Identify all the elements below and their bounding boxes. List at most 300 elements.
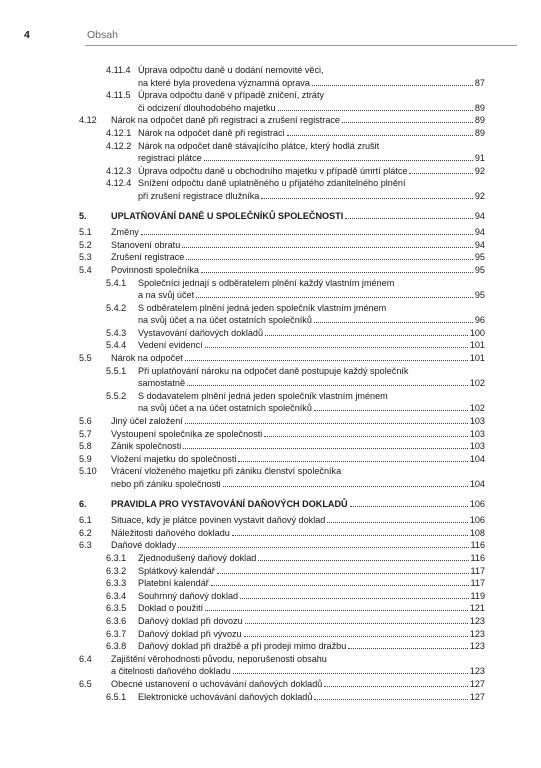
toc-page-number: 102 <box>469 403 485 414</box>
toc-line <box>79 498 485 511</box>
toc-page-number: 116 <box>470 540 485 551</box>
toc-entry-text <box>138 577 485 590</box>
dot-leader <box>205 347 468 348</box>
toc-page-number: 100 <box>469 327 485 338</box>
dot-leader <box>342 122 473 123</box>
toc-line <box>79 565 485 578</box>
toc-entry-number: 4.12.2 <box>106 140 132 151</box>
toc-entry-text <box>111 678 485 691</box>
toc-entry <box>79 352 485 365</box>
toc-entry-title: či odcizení dlouhodobého majetku <box>138 102 276 113</box>
toc-entry-title: Zrušení registrace <box>111 252 185 263</box>
dot-leader <box>238 461 467 462</box>
toc-entry-number: 4.11.4 <box>106 65 131 75</box>
toc-entry-number: 5.4 <box>79 264 92 275</box>
dot-leader <box>217 573 469 574</box>
dot-leader <box>185 360 468 361</box>
toc-line <box>79 165 485 178</box>
toc-entry-text <box>111 210 485 223</box>
toc-entry-title: Vložení majetku do společnosti <box>111 453 237 464</box>
toc-entry-text <box>111 415 485 428</box>
toc-entry-title: Souhrnný daňový doklad <box>138 590 239 601</box>
toc-entry-text <box>138 64 325 77</box>
toc-entry-text <box>138 691 485 704</box>
toc-entry-title: Situace, kdy je plátce povinen vystavit daňový doklad <box>111 515 326 526</box>
toc-entry-number: 5.3 <box>79 252 92 263</box>
toc-page-number: 94 <box>474 239 485 250</box>
toc-line <box>79 440 485 453</box>
toc-entry-number: 6.4 <box>79 653 92 664</box>
toc-entry <box>79 251 485 264</box>
toc-page-number: 103 <box>469 441 485 452</box>
dot-leader <box>261 198 473 199</box>
toc-line <box>79 527 485 540</box>
toc-page-number: 103 <box>469 428 485 439</box>
toc-entry <box>79 264 485 277</box>
toc-entry-text <box>138 127 485 140</box>
toc-page-number: 108 <box>469 527 485 538</box>
toc-line <box>79 615 485 628</box>
toc-entry-title: Zajištění věrohodnosti původu, neporušenosti obsahu <box>111 653 327 664</box>
page-number: 4 <box>24 29 30 41</box>
toc-line <box>79 102 485 115</box>
toc-page-number: 87 <box>474 77 485 88</box>
toc-entry <box>79 114 485 127</box>
toc-page-number: 95 <box>474 252 485 263</box>
toc-line <box>79 453 485 466</box>
toc-entry-number: 5.5 <box>79 353 92 364</box>
toc-line <box>79 390 485 403</box>
toc-page-number: 89 <box>474 127 485 138</box>
toc-entry-title: Jiný účel založení <box>111 416 183 427</box>
toc-entry-number: 6.3.5 <box>106 603 127 614</box>
toc-line <box>79 339 485 352</box>
toc-entry <box>79 691 485 704</box>
toc-page-number: 123 <box>469 641 485 652</box>
toc-page-number: 101 <box>469 353 485 364</box>
toc-entry-title: Daňový doklad při vývozu <box>138 628 242 639</box>
toc-entry-number: 5.7 <box>79 428 92 439</box>
toc-line <box>79 478 485 491</box>
toc-line <box>79 277 485 290</box>
toc-page-number: 94 <box>474 227 485 238</box>
toc-entry-number: 4.12.4 <box>106 178 132 189</box>
toc-entry <box>79 428 485 441</box>
toc-line <box>79 539 485 552</box>
toc-entry <box>79 177 485 202</box>
toc-entry-number: 5.4.1 <box>106 277 127 288</box>
toc-page-number: 123 <box>469 628 485 639</box>
toc-entry-number: 6.3.3 <box>106 578 127 589</box>
toc-entry-title: na které byla provedena významná oprava <box>138 77 310 88</box>
toc-entry-text <box>138 277 395 290</box>
toc-entry-text <box>138 602 485 615</box>
toc-entry-title: Úprava odpočtu daně v případě zničení, ztráty <box>138 90 325 101</box>
toc-line <box>79 114 485 127</box>
toc-entry-text <box>111 514 485 527</box>
toc-line <box>79 577 485 590</box>
dot-leader <box>324 686 467 687</box>
toc-entry <box>79 327 485 340</box>
toc-entry-number: 6.3.1 <box>106 552 127 563</box>
toc-line <box>79 289 485 302</box>
toc-entry-number: 4.12 <box>79 115 97 126</box>
toc-entry-text <box>138 377 485 390</box>
toc-page-number: 106 <box>469 515 485 526</box>
toc-entry-text <box>138 289 485 302</box>
toc-entry-text <box>138 89 325 102</box>
toc-entry-number: 6.3.7 <box>106 628 127 639</box>
dot-leader <box>350 506 468 507</box>
toc-entry-number: 6.5 <box>79 678 92 689</box>
toc-entry-title: Nárok na odpočet daně při registraci a zrušení registrace <box>111 115 340 126</box>
toc-entry <box>79 302 485 327</box>
toc-entry <box>79 514 485 527</box>
dot-leader <box>327 522 467 523</box>
toc-line <box>79 678 485 691</box>
toc-entry-text <box>111 527 485 540</box>
dot-leader <box>312 85 473 86</box>
toc-entry-text <box>138 177 406 190</box>
toc-entry-text <box>111 264 485 277</box>
toc-entry-number: 5.5.1 <box>106 365 127 376</box>
toc-entry <box>79 590 485 603</box>
toc-entry-text <box>138 140 380 153</box>
toc-line <box>79 590 485 603</box>
toc-entry-title: Elektronické uchovávání daňových dokladů <box>138 691 313 702</box>
toc-entry-text <box>138 102 485 115</box>
dot-leader <box>233 673 468 674</box>
dot-leader <box>314 322 473 323</box>
toc-entry-text <box>111 114 485 127</box>
toc-entry <box>79 453 485 466</box>
toc-entry <box>79 89 485 114</box>
toc-entry-number: 6.5.1 <box>106 691 127 702</box>
toc-entry <box>79 277 485 302</box>
toc-line <box>79 628 485 641</box>
toc-entry-text <box>138 390 389 403</box>
dot-leader <box>185 423 468 424</box>
toc-entry <box>79 64 485 89</box>
toc-line <box>79 239 485 252</box>
toc-entry-number: 5.2 <box>79 239 92 250</box>
dot-leader <box>240 598 468 599</box>
toc-page-number: 92 <box>474 165 485 176</box>
running-title: Obsah <box>87 29 118 41</box>
dot-leader <box>205 610 468 611</box>
toc-entry-number: 4.12.1 <box>106 127 132 138</box>
toc-entry <box>79 498 485 511</box>
toc-entry-text <box>111 498 485 511</box>
toc-entry-text <box>138 365 409 378</box>
toc-entry <box>79 465 485 490</box>
toc-entry-title: a čitelnosti daňového dokladu <box>111 666 231 677</box>
toc-entry-title: při zrušení registrace dlužníka <box>138 190 260 201</box>
table-of-contents <box>79 64 485 703</box>
toc-page-number: 91 <box>474 153 485 164</box>
toc-entry-text <box>138 314 485 327</box>
toc-entry-title: Úprava odpočtu daně u dodání nemovité věci, <box>138 65 324 75</box>
toc-entry-title: PRAVIDLA PRO VYSTAVOVÁNÍ DAŇOVÝCH DOKLADŮ <box>111 498 348 509</box>
toc-entry-text <box>111 352 485 365</box>
toc-line <box>79 177 485 190</box>
toc-entry-number: 4.11.5 <box>106 90 131 101</box>
toc-entry-text <box>111 653 328 666</box>
toc-entry-text <box>111 428 485 441</box>
toc-entry-title: Splátkový kalendář <box>138 565 215 576</box>
dot-leader <box>178 547 468 548</box>
toc-entry-title: UPLATŇOVÁNÍ DANĚ U SPOLEČNÍKŮ SPOLEČNOSTI <box>111 210 344 221</box>
toc-page-number: 116 <box>470 552 485 563</box>
dot-leader <box>232 535 468 536</box>
toc-entry-number: 5.5.2 <box>106 390 127 401</box>
dot-leader <box>245 623 468 624</box>
toc-entry-text <box>138 565 485 578</box>
toc-entry-title: Obecné ustanovení o uchovávání daňových dokladů <box>111 678 323 689</box>
toc-page-number: 95 <box>474 290 485 301</box>
toc-entry-title: Daňové doklady <box>111 540 177 551</box>
toc-entry-text <box>138 77 485 90</box>
toc-page-number: 89 <box>474 102 485 113</box>
toc-entry <box>79 602 485 615</box>
toc-entry-title: samostatně <box>138 378 186 389</box>
toc-line <box>79 365 485 378</box>
dot-leader <box>223 486 468 487</box>
toc-entry-text <box>138 640 485 653</box>
toc-page-number: 127 <box>469 691 485 702</box>
toc-line <box>79 691 485 704</box>
toc-entry-text <box>111 665 485 678</box>
toc-page-number: 117 <box>470 578 485 589</box>
toc-line <box>79 77 485 90</box>
toc-entry-title: Nárok na odpočet <box>111 353 183 364</box>
toc-page-number: 94 <box>474 210 485 221</box>
toc-entry-number: 6.2 <box>79 527 92 538</box>
toc-entry-title: na svůj účet a na účet ostatních společníků <box>138 315 312 326</box>
toc-entry-text <box>138 615 485 628</box>
toc-entry-title: Nárok na odpočet daně při registraci <box>138 127 285 138</box>
toc-entry-title: Úprava odpočtu daně u obchodního majetku v případě úmrtí plátce <box>138 165 408 176</box>
toc-entry-title: Nárok na odpočet daně stávajícího plátce, který hodlá zrušit <box>138 140 380 151</box>
dot-leader <box>278 110 473 111</box>
toc-entry-text <box>111 453 485 466</box>
toc-entry <box>79 226 485 239</box>
toc-entry-title: Platební kalendář <box>138 578 209 589</box>
toc-entry <box>79 628 485 641</box>
toc-entry-number: 5.9 <box>79 453 92 464</box>
page-header <box>24 29 517 44</box>
dot-leader <box>186 259 473 260</box>
dot-leader <box>182 247 473 248</box>
toc-line <box>79 352 485 365</box>
toc-entry-title: nebo při zániku společnosti <box>111 479 221 489</box>
toc-page-number: 103 <box>469 416 485 427</box>
toc-entry <box>79 390 485 415</box>
toc-entry-text <box>111 440 485 453</box>
toc-page-number: 106 <box>469 498 485 509</box>
toc-page-number: 123 <box>469 666 485 677</box>
toc-line <box>79 89 485 102</box>
toc-entry <box>79 339 485 352</box>
toc-entry-text <box>111 239 485 252</box>
dot-leader <box>201 272 473 273</box>
dot-leader <box>265 335 468 336</box>
toc-entry-title: Daňový doklad při dražbě a při prodeji mimo dražbu <box>138 641 347 652</box>
toc-entry-title: Daňový doklad při dovozu <box>138 615 243 626</box>
toc-entry <box>79 365 485 390</box>
toc-entry <box>79 640 485 653</box>
toc-entry-number: 6. <box>79 498 87 509</box>
toc-line <box>79 152 485 165</box>
toc-entry-title: S dodavatelem plnění jedná jeden společník vlastním jménem <box>138 390 388 401</box>
dot-leader <box>141 234 473 235</box>
toc-entry <box>79 140 485 165</box>
toc-entry-text <box>138 628 485 641</box>
toc-line <box>79 251 485 264</box>
toc-entry-number: 4.12.3 <box>106 165 132 176</box>
header-rule <box>85 45 517 46</box>
toc-entry-title: Povinnosti společníka <box>111 264 199 275</box>
toc-page-number: 121 <box>469 603 485 614</box>
toc-entry-number: 6.3.8 <box>106 641 127 652</box>
toc-entry-number: 6.3 <box>79 540 92 551</box>
dot-leader <box>187 385 468 386</box>
toc-page-number: 119 <box>470 590 485 601</box>
toc-page-number: 101 <box>469 340 485 351</box>
toc-entry-text <box>138 552 485 565</box>
toc-entry-text <box>138 402 485 415</box>
toc-entry-title: Vedení evidencí <box>138 340 203 351</box>
toc-line <box>79 302 485 315</box>
toc-entry-text <box>111 539 485 552</box>
toc-page-number: 123 <box>469 615 485 626</box>
toc-entry-text <box>111 465 342 478</box>
toc-entry-text <box>138 327 485 340</box>
dot-leader <box>314 410 468 411</box>
toc-entry <box>79 678 485 691</box>
dot-leader <box>211 585 469 586</box>
dot-leader <box>287 135 473 136</box>
toc-line <box>79 64 485 77</box>
toc-line <box>79 327 485 340</box>
dot-leader <box>258 560 468 561</box>
toc-entry <box>79 539 485 552</box>
toc-entry-title: Snížení odpočtu daně uplatněného u přijatého zdanitelného plnění <box>138 178 406 189</box>
toc-line <box>79 428 485 441</box>
toc-entry <box>79 440 485 453</box>
toc-entry-number: 6.1 <box>79 515 92 526</box>
dot-leader <box>264 436 467 437</box>
toc-line <box>79 127 485 140</box>
toc-entry-number: 5.1 <box>79 227 92 238</box>
toc-entry-title: Zánik společnosti <box>111 441 182 452</box>
toc-entry-text <box>138 190 485 203</box>
toc-page-number: 92 <box>474 190 485 201</box>
toc-entry-text <box>138 152 485 165</box>
toc-entry-number: 6.3.2 <box>106 565 127 576</box>
dot-leader <box>409 173 472 174</box>
toc-entry <box>79 527 485 540</box>
toc-entry-title: S odběratelem plnění jedná jeden společník vlastním jménem <box>138 302 387 313</box>
toc-entry-title: Zjednodušený daňový doklad <box>138 552 257 563</box>
toc-entry-number: 5.4.3 <box>106 327 127 338</box>
toc-entry-title: Společníci jednají s odběratelem plnění každý vlastním jménem <box>138 277 395 288</box>
toc-entry <box>79 127 485 140</box>
toc-entry-title: a na svůj účet <box>138 290 195 301</box>
toc-entry <box>79 615 485 628</box>
toc-entry <box>79 565 485 578</box>
toc-entry-number: 5.10 <box>79 466 97 477</box>
toc-line <box>79 602 485 615</box>
toc-line <box>79 514 485 527</box>
toc-line <box>79 314 485 327</box>
toc-entry-title: Vystavování daňových dokladů <box>138 327 264 338</box>
toc-entry-title: Stanovení obratu <box>111 239 181 250</box>
toc-entry-text <box>111 478 485 491</box>
toc-entry-number: 5.6 <box>79 416 92 427</box>
toc-entry-text <box>138 302 387 315</box>
toc-entry-text <box>138 165 485 178</box>
toc-entry <box>79 653 485 678</box>
toc-entry-number: 5.4.4 <box>106 340 127 351</box>
toc-line <box>79 264 485 277</box>
toc-line <box>79 402 485 415</box>
toc-entry-text <box>138 590 485 603</box>
toc-entry-text <box>111 251 485 264</box>
toc-line <box>79 210 485 223</box>
toc-line <box>79 640 485 653</box>
toc-page-number: 95 <box>474 264 485 275</box>
toc-line <box>79 653 485 666</box>
dot-leader <box>314 699 467 700</box>
toc-page-number: 102 <box>469 378 485 389</box>
toc-entry-number: 5.4.2 <box>106 302 127 313</box>
toc-line <box>79 190 485 203</box>
toc-entry <box>79 415 485 428</box>
toc-entry-text <box>138 339 485 352</box>
toc-entry-number: 6.3.6 <box>106 615 127 626</box>
toc-page-number: 96 <box>474 315 485 326</box>
dot-leader <box>348 648 468 649</box>
toc-line <box>79 665 485 678</box>
dot-leader <box>204 160 473 161</box>
toc-entry-title: Náležitosti daňového dokladu <box>111 527 230 538</box>
toc-line <box>79 552 485 565</box>
toc-entry-title: Změny <box>111 227 139 238</box>
toc-entry-title: Vystoupení společníka ze společnosti <box>111 428 263 439</box>
dot-leader <box>345 218 473 219</box>
toc-entry-number: 6.3.4 <box>106 590 127 601</box>
toc-entry-text <box>111 226 485 239</box>
toc-line <box>79 226 485 239</box>
toc-entry <box>79 552 485 565</box>
toc-entry <box>79 239 485 252</box>
toc-page-number: 104 <box>469 479 485 489</box>
toc-entry-title: registraci plátce <box>138 153 202 164</box>
toc-entry <box>79 165 485 178</box>
toc-line <box>79 140 485 153</box>
toc-entry <box>79 210 485 223</box>
toc-page-number: 127 <box>469 678 485 689</box>
toc-entry-number: 5.8 <box>79 441 92 452</box>
toc-line <box>79 415 485 428</box>
toc-entry-title: na svůj účet a na účet ostatních společníků <box>138 403 312 414</box>
toc-entry-title: Doklad o použití <box>138 603 204 614</box>
toc-page-number: 117 <box>470 565 485 576</box>
toc-page-number: 104 <box>469 453 485 464</box>
toc-entry-title: Vrácení vloženého majetku při zániku členství společníka <box>111 466 342 477</box>
toc-line <box>79 465 485 478</box>
